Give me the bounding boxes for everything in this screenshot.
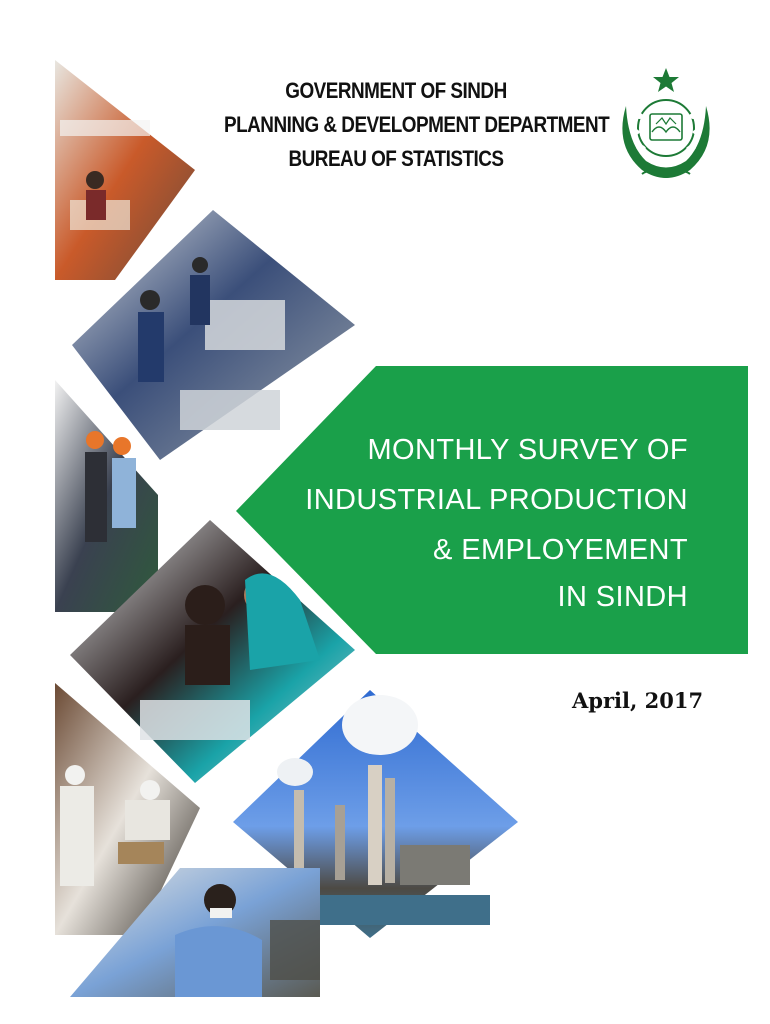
- title-line-3: & EMPLOYEMENT: [433, 534, 688, 566]
- report-date: April, 2017: [572, 688, 704, 713]
- header-bureau: BUREAU OF STATISTICS: [288, 146, 504, 171]
- header-department: PLANNING & DEVELOPMENT DEPARTMENT: [224, 112, 610, 137]
- title-line-1: MONTHLY SURVEY OF: [367, 434, 688, 466]
- title-line-2: INDUSTRIAL PRODUCTION: [305, 484, 688, 516]
- title-banner: [236, 366, 748, 654]
- sindh-government-seal-icon: [612, 66, 720, 188]
- header: [196, 74, 610, 176]
- title-line-4: IN SINDH: [557, 581, 688, 613]
- photo-garment-workers: [55, 60, 195, 280]
- header-government: GOVERNMENT OF SINDH: [285, 78, 507, 103]
